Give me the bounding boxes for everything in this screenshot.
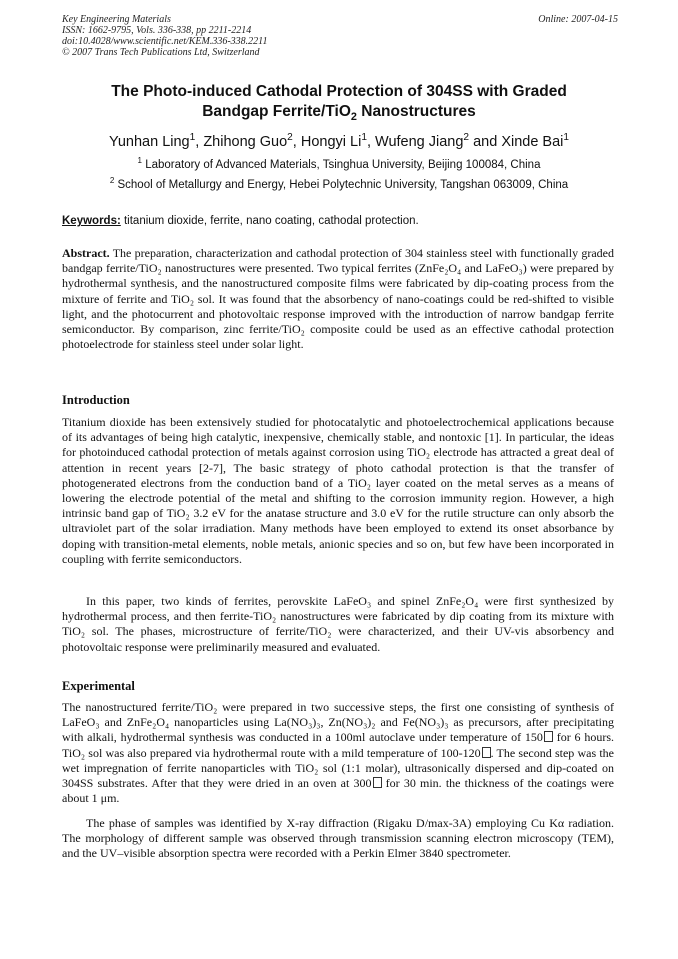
affiliation-1: $^1$ Laboratory of Advanced Materials, Tsinghua University, Beijing 100084, China [137,156,541,171]
journal-copyright: © 2007 Trans Tech Publications Ltd, Switzerland [62,47,260,58]
keywords-label: Keywords: [62,215,121,227]
missing-glyph-icon [373,777,382,788]
keywords [62,214,618,229]
paper-title [62,82,616,122]
journal-doi: doi:10.4028/www.scientific.net/KEM.336-338.2211 [62,36,268,47]
author-list [62,132,616,152]
author: Zhihong Guo$^2$, [203,132,301,150]
keywords-text: titanium dioxide, ferrite, nano coating, cathodal protection. [120,215,419,227]
journal-header [62,14,618,58]
introduction-paragraph-1: Titanium dioxide has been extensively studied for photocatalytic and photoelectrochemical applications because of its advantages of being high catalytic, inexpensive, chemically stable, and nontoxic [1]. In particular, the ideas for photoinduced cathodal protection of metals against corrosion using TiO₂ electrode has attracted a great deal of attention in recent years [2-7], The basic strategy of photo cathodal protection is that the transfer of photogenerated electrons from the conduction band of a TiO₂ layer coated on the metal serves as a means of lowering the electrode potential of the metal and shifting to the corrosion immunity region. However, a high intrinsic band gap of TiO₂ 3.2 eV for the anatase structure and 3.0 eV for the rutile structure can only absorb the ultraviolet part of the solar irradiation. Many methods have been employed to extend its onset absorbance by doping with transition-metal elements, noble metals, anionic species and so on, but few have been incorporated in coupling with ferrite semiconductors. [62,415,614,566]
online-date: Online: 2007-04-15 [538,14,618,25]
introduction-paragraph-2: In this paper, two kinds of ferrites, perovskite LaFeO₃ and spinel ZnFe₂O₄ were first synthesized by hydrothermal process, and then ferrite-TiO₂ nanostructures were fabricated by dip coating from its mixture with TiO₂ sol. The phases, microstructure of ferrite/TiO₂ were characterized, and their UV-vis absorbency and photovoltaic response were preliminarily measured and evaluated. [62,594,614,654]
author: Xinde Bai$^1$ [501,132,570,150]
experimental-heading: Experimental [62,679,135,693]
author: Yunhan Ling$^1$, [108,132,204,150]
title-line-2: Bandgap Ferrite/TiO$_2$ Nanostructures [202,103,476,124]
abstract-text: The preparation, characterization and cathodal protection of 304 stainless steel with functionally graded bandgap ferrite/TiO₂ nanostructures were presented. Two typical ferrites (ZnFe₂O₄ and LaFeO₃) were prepared by hydrothermal synthesis, and the nanostructured composite films were fabricated by dip-coating process from the mixture of ferrite and TiO₂ sol. It was found that the absorbency of nano-coatings could be red-shifted to visible light, and the photocurrent and photovoltaic response improved with the introduction of narrow bandgap ferrite semiconductor. By comparison, zinc ferrite/TiO₂ composite could be used as an effective cathodal protection photoelectrode for stainless steel under solar light. [62,246,614,352]
affiliation-2: $^2$ School of Metallurgy and Energy, Hebei Polytechnic University, Tangshan 063009, China [109,176,569,191]
experimental-paragraph-2: The phase of samples was identified by X-ray diffraction (Rigaku D/max-3A) employing Cu Kα radiation. The morphology of different sample was observed through transmission scanning electron microscopy (TEM), and the UV–visible absorption spectra were recorded with a Perkin Elmer 3840 spectrometer. [62,816,614,861]
experimental-paragraph-1: The nanostructured ferrite/TiO₂ were prepared in two successive steps, the first one consisting of synthesis of LaFeO₃ and ZnFe₂O₄ nanoparticles using La(NO₃)₃, Zn(NO₃)₂ and Fe(NO₃)₃ as precursors, after precipitating with alkali, hydrothermal synthesis was conducted in a 100ml autoclave under temperature of 150 for 6 hours. TiO₂ sol was also prepared via hydrothermal route with a mild temperature of 100-120 . The second step was the wet impregnation of ferrite nanoparticles with TiO₂ sol (1:1 molar), ultrasonically dispersed and dip-coated on 304SS substrates. After that they were dried in an oven at 300 for 30 min. the thickness of the coatings were about 1 μm. [62,700,614,806]
title-line-1: The Photo-induced Cathodal Protection of 304SS with Graded [111,83,567,100]
journal-name: Key Engineering Materials [62,14,171,25]
abstract [62,246,614,352]
missing-glyph-icon [544,731,553,742]
author: Wufeng Jiang$^2$ and [375,132,502,150]
introduction-heading: Introduction [62,393,130,407]
missing-glyph-icon [482,747,491,758]
abstract-label: Abstract. [62,246,110,260]
author: Hongyi Li$^1$, [300,132,376,150]
journal-issn: ISSN: 1662-9795, Vols. 336-338, pp 2211-2214 [62,25,252,36]
